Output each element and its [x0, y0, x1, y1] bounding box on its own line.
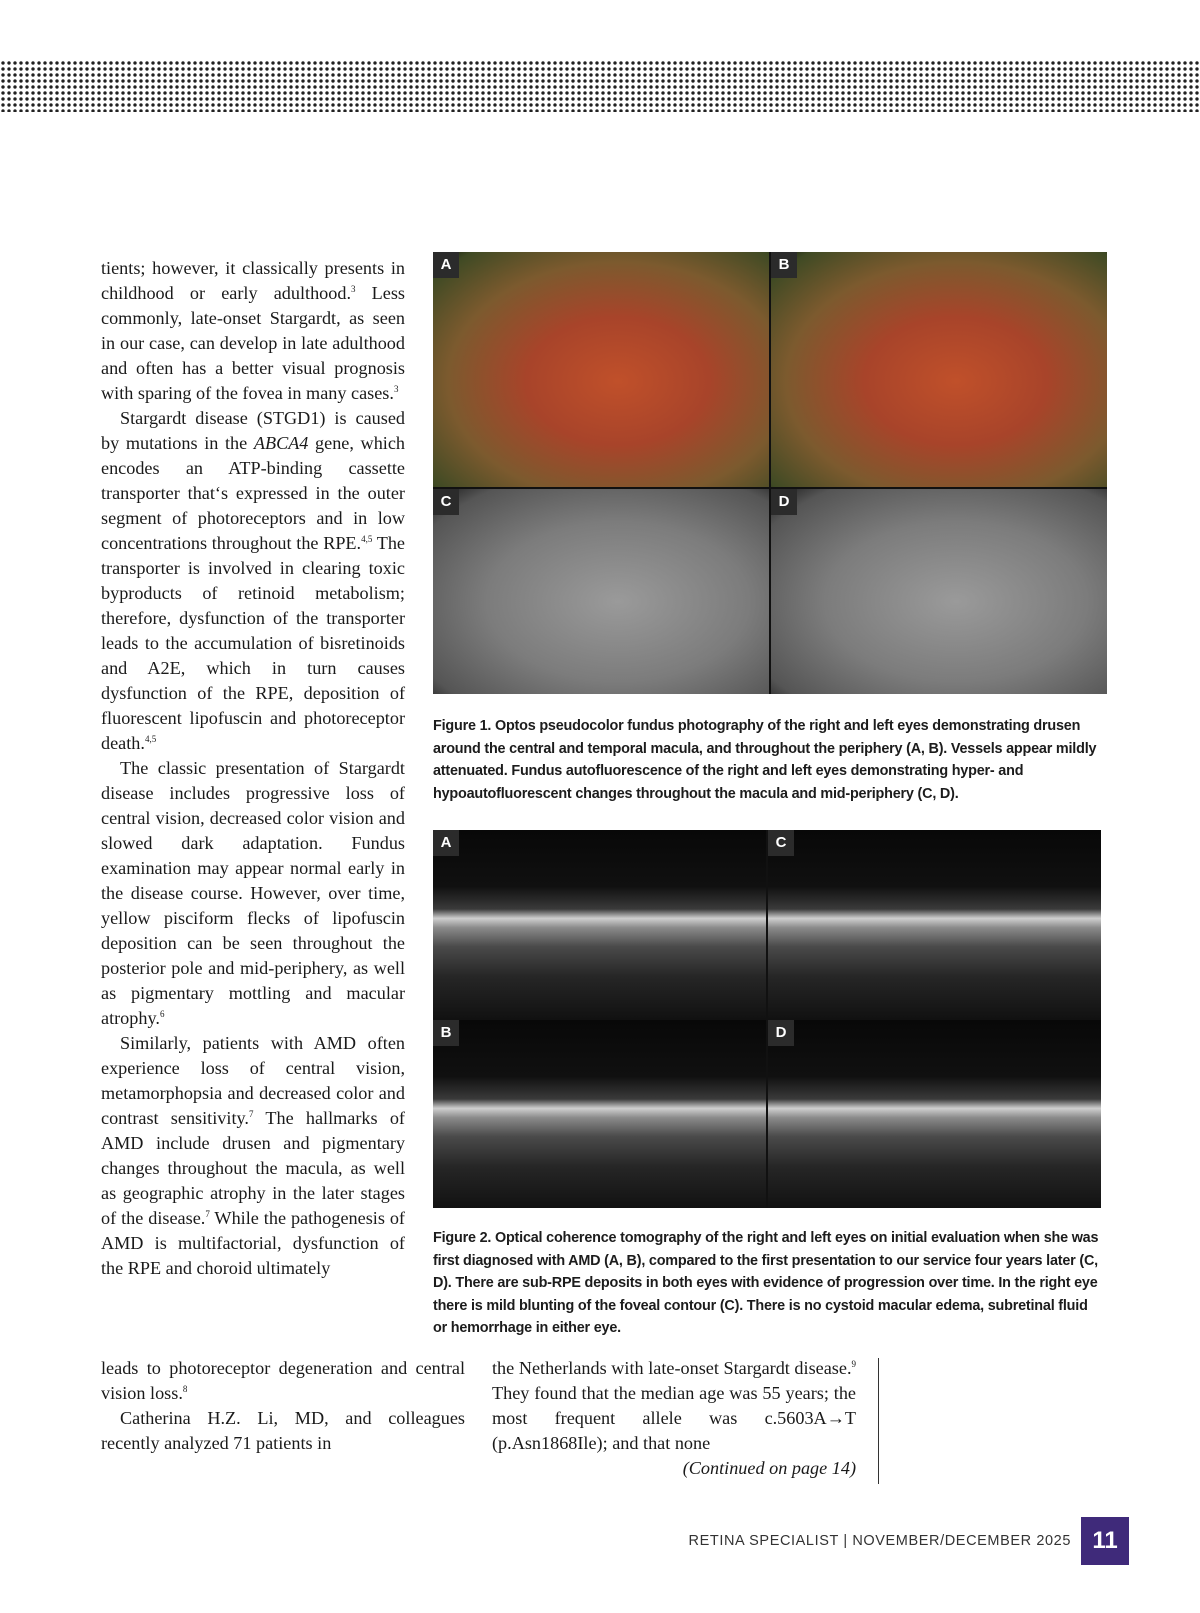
paragraph: The classic presentation of Stargardt disease includes progressive loss of central vision, decreased color vision and slowed dark adaptation. Fundus examination may appear normal early in the disease course. However, over time, yellow pisciform flecks of lipofuscin deposition can be seen throughout the posterior pole and mid-periphery, as well as pigmentary mottling and macular atrophy.$^6$ — [101, 758, 405, 1028]
autofluorescence-photo-c — [433, 489, 769, 694]
figure-2-caption: Figure 2. Optical coherence tomography of the right and left eyes on initial evaluation when she was first diagnosed with AMD (A, B), compared to the first presentation to our service four years later (C, D). There are sub-RPE deposits in both eyes with evidence of progression over time. In the right eye there is mild blunting of the foveal contour (C). There is no cystoid macular edema, subretinal fluid or hemorrhage in either eye. — [433, 1230, 1099, 1336]
paragraph: Catherina H.Z. Li, MD, and colleagues recently analyzed 71 patients in — [101, 1408, 465, 1453]
page-number: 11 — [1081, 1517, 1129, 1565]
panel-label: B — [771, 252, 797, 278]
fundus-photo-b — [771, 252, 1107, 487]
panel-label: D — [768, 1020, 794, 1046]
column-divider — [878, 1358, 879, 1484]
figure-1-caption: Figure 1. Optos pseudocolor fundus photography of the right and left eyes demonstrating drusen around the central and temporal macula, and throughout the periphery (A, B). Vessels appear mildly attenuated. Fundus autofluorescence of the right and left eyes demonstrating hyper- and hypoautofluorescent changes throughout the macula and mid-periphery (C, D). — [433, 718, 1097, 802]
paragraph: leads to photoreceptor degeneration and central vision loss.$^8$ — [101, 1358, 465, 1403]
body-column-left — [101, 256, 405, 1281]
citation: 9 — [851, 1358, 856, 1369]
panel-label: B — [433, 1020, 459, 1046]
paragraph: Stargardt disease (STGD1) is caused by mutations in the ABCA4 gene, which encodes an ATP-binding cassette transporter that‘s expressed in the outer segment of photoreceptors and in low concentrations throughout the RPE.$^{4,5}$ The transporter is involved in clearing toxic byproducts of retinoid metabolism; therefore, dysfunction of the transporter leads to the accumulation of bisretinoids and A2E, which in turn causes dysfunction of the RPE, deposition of fluorescent lipofuscin and photoreceptor death.$^{4,5}$ — [101, 408, 406, 753]
figure-1 — [433, 252, 1107, 694]
citation: 8 — [182, 1383, 188, 1394]
body-column-bottom-left — [101, 1356, 465, 1456]
oct-scan-b — [433, 1020, 766, 1208]
autofluorescence-photo-d — [771, 489, 1107, 694]
fundus-photo-a — [433, 252, 769, 487]
citation: 4,5 — [361, 533, 373, 544]
paragraph: Similarly, patients with AMD often experience loss of central vision, metamorphopsia and decreased color and contrast sensitivity.$^7$ The hallmarks of AMD include drusen and pigmentary changes throughout the macula, as well as geographic atrophy in the later stages of the disease.$^7$ While the pathogenesis of AMD is multifactorial, dysfunction of the RPE and choroid ultimately — [101, 1033, 405, 1278]
figure-2 — [433, 830, 1101, 1208]
panel-label: A — [433, 830, 459, 856]
paragraph: the Netherlands with late-onset Stargardt disease.$^9$ They found that the median age was 55 years; the most frequent allele was c.5603A→T (p.Asn1868Ile); and that none — [492, 1358, 856, 1453]
panel-label: A — [433, 252, 459, 278]
publication-footer: RETINA SPECIALIST | NOVEMBER/DECEMBER 2025 — [688, 1533, 1071, 1549]
panel-label: C — [433, 489, 459, 515]
oct-scan-a — [433, 830, 766, 1018]
citation: 4,5 — [144, 733, 157, 744]
citation: 6 — [159, 1008, 165, 1019]
panel-label: C — [768, 830, 794, 856]
gene-name: ABCA4 — [253, 433, 309, 453]
citation: 7 — [205, 1208, 210, 1219]
citation: 7 — [248, 1108, 254, 1119]
continued-note: (Continued on page 14) — [682, 1458, 856, 1478]
oct-scan-d — [768, 1020, 1101, 1208]
citation: 3 — [393, 383, 399, 394]
dotted-header-band — [0, 60, 1200, 112]
panel-label: D — [771, 489, 797, 515]
paragraph: tients; however, it classically presents in childhood or early adulthood.$^3$ Less commonly, late-onset Stargardt, as seen in our case, can develop in late adulthood and often has a better visual prognosis with sparing of the fovea in many cases.$^3$ — [101, 258, 405, 403]
body-column-bottom-right — [492, 1356, 856, 1481]
citation: 3 — [351, 283, 356, 294]
oct-scan-c — [768, 830, 1101, 1018]
